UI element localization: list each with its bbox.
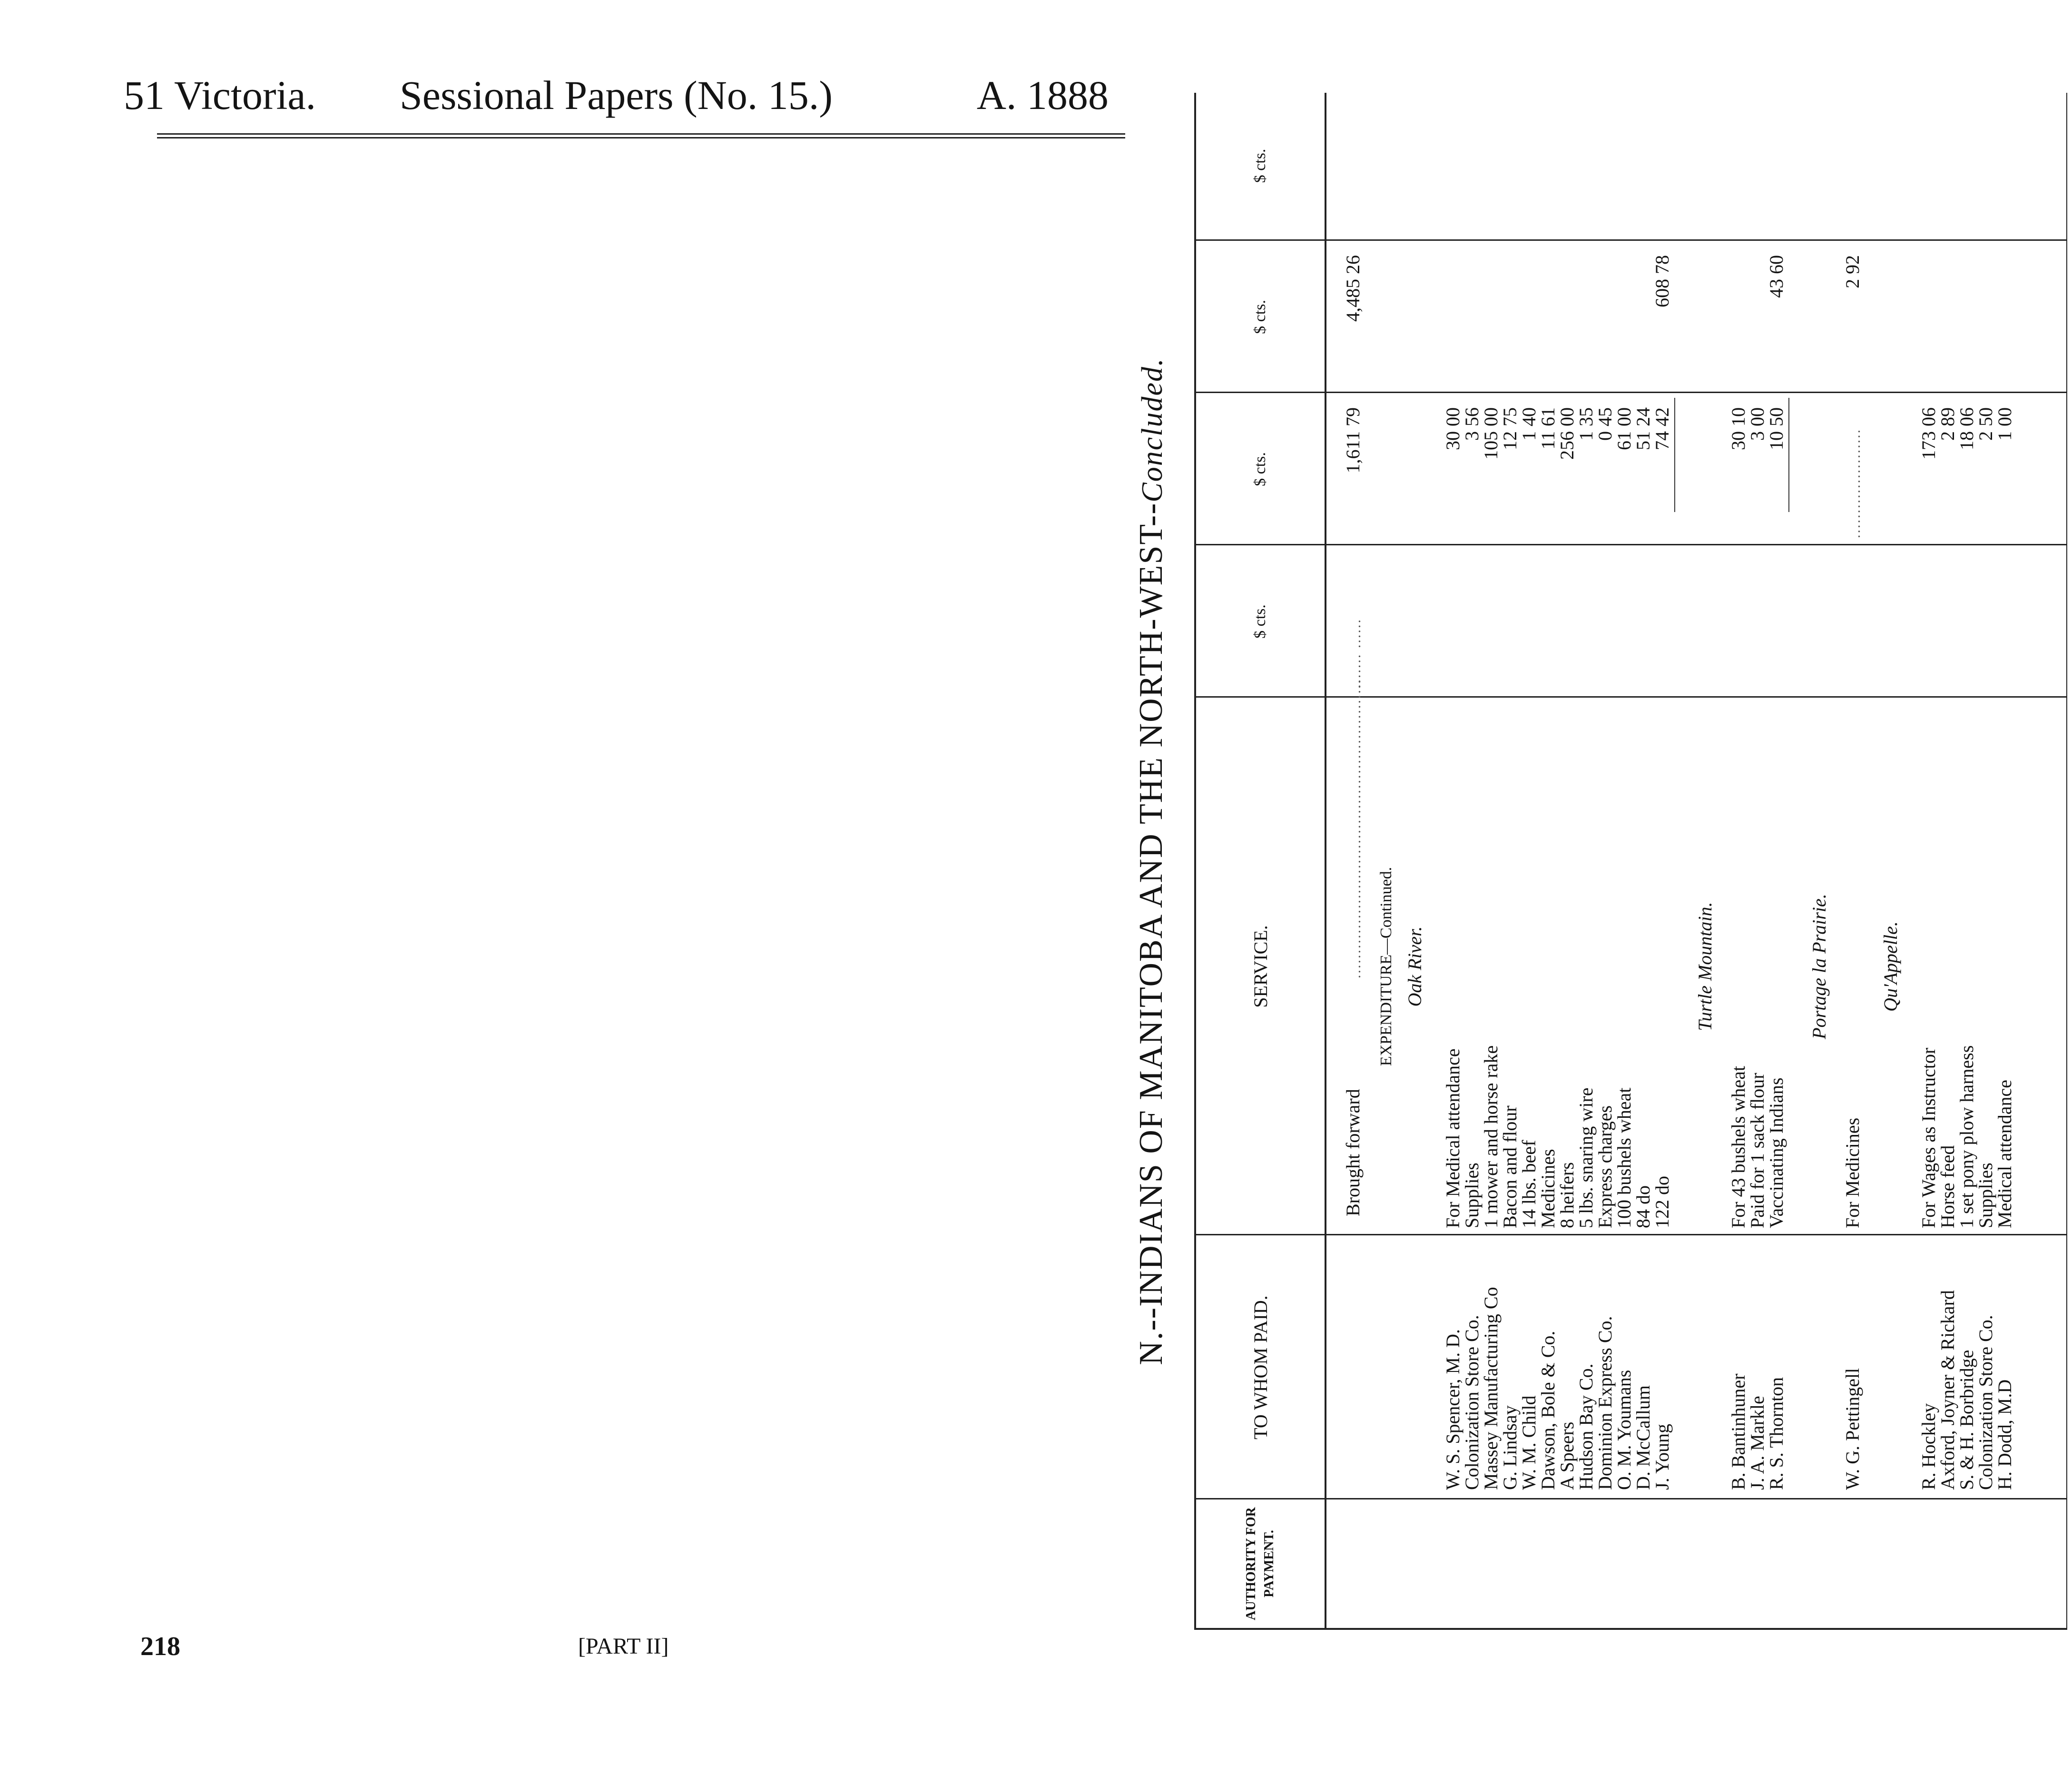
column-rule [1196, 1498, 2066, 1499]
service: Horse feed [1937, 1145, 1958, 1228]
column-rule [1196, 392, 2066, 393]
payee: Dominion Express Co. [1594, 1316, 1616, 1490]
page-number: 218 [140, 1632, 180, 1661]
payee: Colonization Store Co. [1461, 1315, 1483, 1490]
service: Vaccinating Indians [1766, 1077, 1787, 1228]
column-rule [1196, 696, 2066, 698]
amount: 10 50 [1766, 407, 1787, 450]
amount: 1 40 [1518, 407, 1540, 441]
payee: S. & H. Borbridge [1956, 1350, 1977, 1490]
payee: H. Dodd, M.D [1994, 1379, 2015, 1490]
payee: R. Hockley [1918, 1403, 1939, 1490]
service: 5 lbs. snaring wire [1575, 1087, 1597, 1228]
amount: 18 06 [1956, 407, 1977, 450]
amount: 1 35 [1575, 407, 1597, 441]
payee: Colonization Store Co. [1975, 1315, 1996, 1490]
amount: 61 00 [1613, 407, 1635, 450]
service: Bacon and flour [1499, 1105, 1521, 1228]
part-label: [PART II] [578, 1634, 669, 1659]
service: 122 do [1651, 1176, 1673, 1228]
portage-total: 2 92 [1842, 255, 1863, 288]
table-title [1116, 93, 1187, 1630]
payee: R. S. Thornton [1766, 1377, 1787, 1490]
amount: ...................... [1847, 428, 1863, 538]
table-title-italic: Concluded. [1136, 357, 1169, 503]
payee: Hudson Bay Co. [1575, 1363, 1597, 1490]
column-rule [1196, 239, 2066, 241]
oak-river-total: 608 78 [1651, 255, 1673, 307]
amount: 51 24 [1632, 407, 1654, 450]
section-oak-river: Oak River. [1404, 926, 1425, 1007]
service: 8 heifers [1556, 1162, 1578, 1228]
brought-forward-col4: 4,485 26 [1342, 255, 1364, 322]
header-paid-to: TO WHOM PAID. [1249, 1295, 1271, 1440]
header-money-2: $ cts. [1251, 452, 1269, 486]
payee: W. G. Pettingell [1842, 1368, 1863, 1490]
service: For Medical attendance [1442, 1048, 1463, 1228]
service: Medicines [1537, 1149, 1559, 1228]
subtotal-rule [1788, 398, 1789, 512]
amount: 173 06 [1918, 407, 1939, 460]
amount: 12 75 [1499, 407, 1521, 450]
turtle-total: 43 60 [1766, 255, 1787, 298]
expenditure-heading: EXPENDITURE—Continued. [1377, 867, 1395, 1066]
brought-forward-label: Brought forward [1342, 1089, 1364, 1216]
table-title-main: N.--INDIANS OF MANITOBA AND THE NORTH-WEST-- [1133, 502, 1169, 1365]
header-money-3: $ cts. [1251, 300, 1269, 334]
amount: 2 89 [1937, 407, 1958, 441]
column-rule [1196, 1234, 2066, 1235]
payee: D. McCallum [1632, 1385, 1654, 1490]
service: Supplies [1975, 1163, 1996, 1228]
amount: 3 56 [1461, 407, 1483, 441]
service: 100 bushels wheat [1613, 1087, 1635, 1228]
payee: A Speers [1556, 1421, 1578, 1490]
section-qu-appelle: Qu'Appelle. [1880, 921, 1901, 1012]
service: Supplies [1461, 1163, 1483, 1228]
head-rule [157, 133, 1125, 135]
payee: B. Bantinhuner [1728, 1373, 1749, 1490]
service: For 43 bushels wheat [1728, 1065, 1749, 1228]
payee: W. M. Child [1518, 1395, 1540, 1490]
service: For Wages as Instructor [1918, 1047, 1939, 1228]
brought-forward-col3: 1,611 79 [1342, 407, 1364, 473]
amount: 11 61 [1537, 407, 1559, 450]
amount: 256 00 [1556, 407, 1578, 460]
service: 1 mower and horse rake [1480, 1045, 1502, 1228]
expenditure-table [1194, 93, 2067, 1630]
payee: J. A. Markle [1747, 1396, 1768, 1490]
section-turtle-mountain: Turtle Mountain. [1694, 902, 1716, 1031]
running-head-left: 51 Victoria. [124, 72, 316, 118]
amount: 3 00 [1747, 407, 1768, 441]
running-head-right: A. 1888 [976, 72, 1109, 118]
service: 14 lbs. beef [1518, 1140, 1540, 1228]
header-money-1: $ cts. [1251, 604, 1269, 639]
running-head-center: Sessional Papers (No. 15.) [399, 72, 833, 118]
section-portage: Portage la Prairie. [1808, 894, 1830, 1039]
header-authority: AUTHORITY FOR PAYMENT. [1244, 1507, 1277, 1620]
payee: W. S. Spencer, M. D. [1442, 1329, 1463, 1490]
amount: 30 00 [1442, 407, 1463, 450]
payee: O. M. Youmans [1613, 1370, 1635, 1490]
amount: 74 42 [1651, 407, 1673, 450]
amount: 30 10 [1728, 407, 1749, 450]
service: Medical attendance [1994, 1079, 2015, 1228]
amount: 1 00 [1994, 407, 2015, 441]
payee: J. Young [1651, 1424, 1673, 1490]
head-rule-double [157, 137, 1125, 138]
service: 1 set pony plow harness [1956, 1045, 1977, 1228]
dot-leader: ............................................................ [1348, 679, 1364, 978]
payee: G. Lindsay [1499, 1405, 1521, 1490]
amount: 2 50 [1975, 407, 1996, 441]
column-rule [1196, 544, 2066, 545]
amount: 105 00 [1480, 407, 1502, 460]
header-rule [1325, 93, 1326, 1628]
header-money-4: $ cts. [1251, 148, 1269, 183]
subtotal-rule [1674, 398, 1675, 512]
payee: Massey Manufacturing Co [1480, 1287, 1502, 1490]
payee: Dawson, Bole & Co. [1537, 1331, 1559, 1490]
running-head [124, 71, 1109, 119]
brought-forward-col2: ....... ...... [1348, 618, 1364, 688]
rotated-table [1116, 93, 2072, 1630]
service: 84 do [1632, 1185, 1654, 1228]
service: Express charges [1594, 1105, 1616, 1228]
payee: Axford, Joyner & Rickard [1937, 1290, 1958, 1490]
service: Paid for 1 sack flour [1747, 1073, 1768, 1228]
header-service: SERVICE. [1249, 925, 1271, 1008]
service: For Medicines [1842, 1117, 1863, 1228]
amount: 0 45 [1594, 407, 1616, 441]
